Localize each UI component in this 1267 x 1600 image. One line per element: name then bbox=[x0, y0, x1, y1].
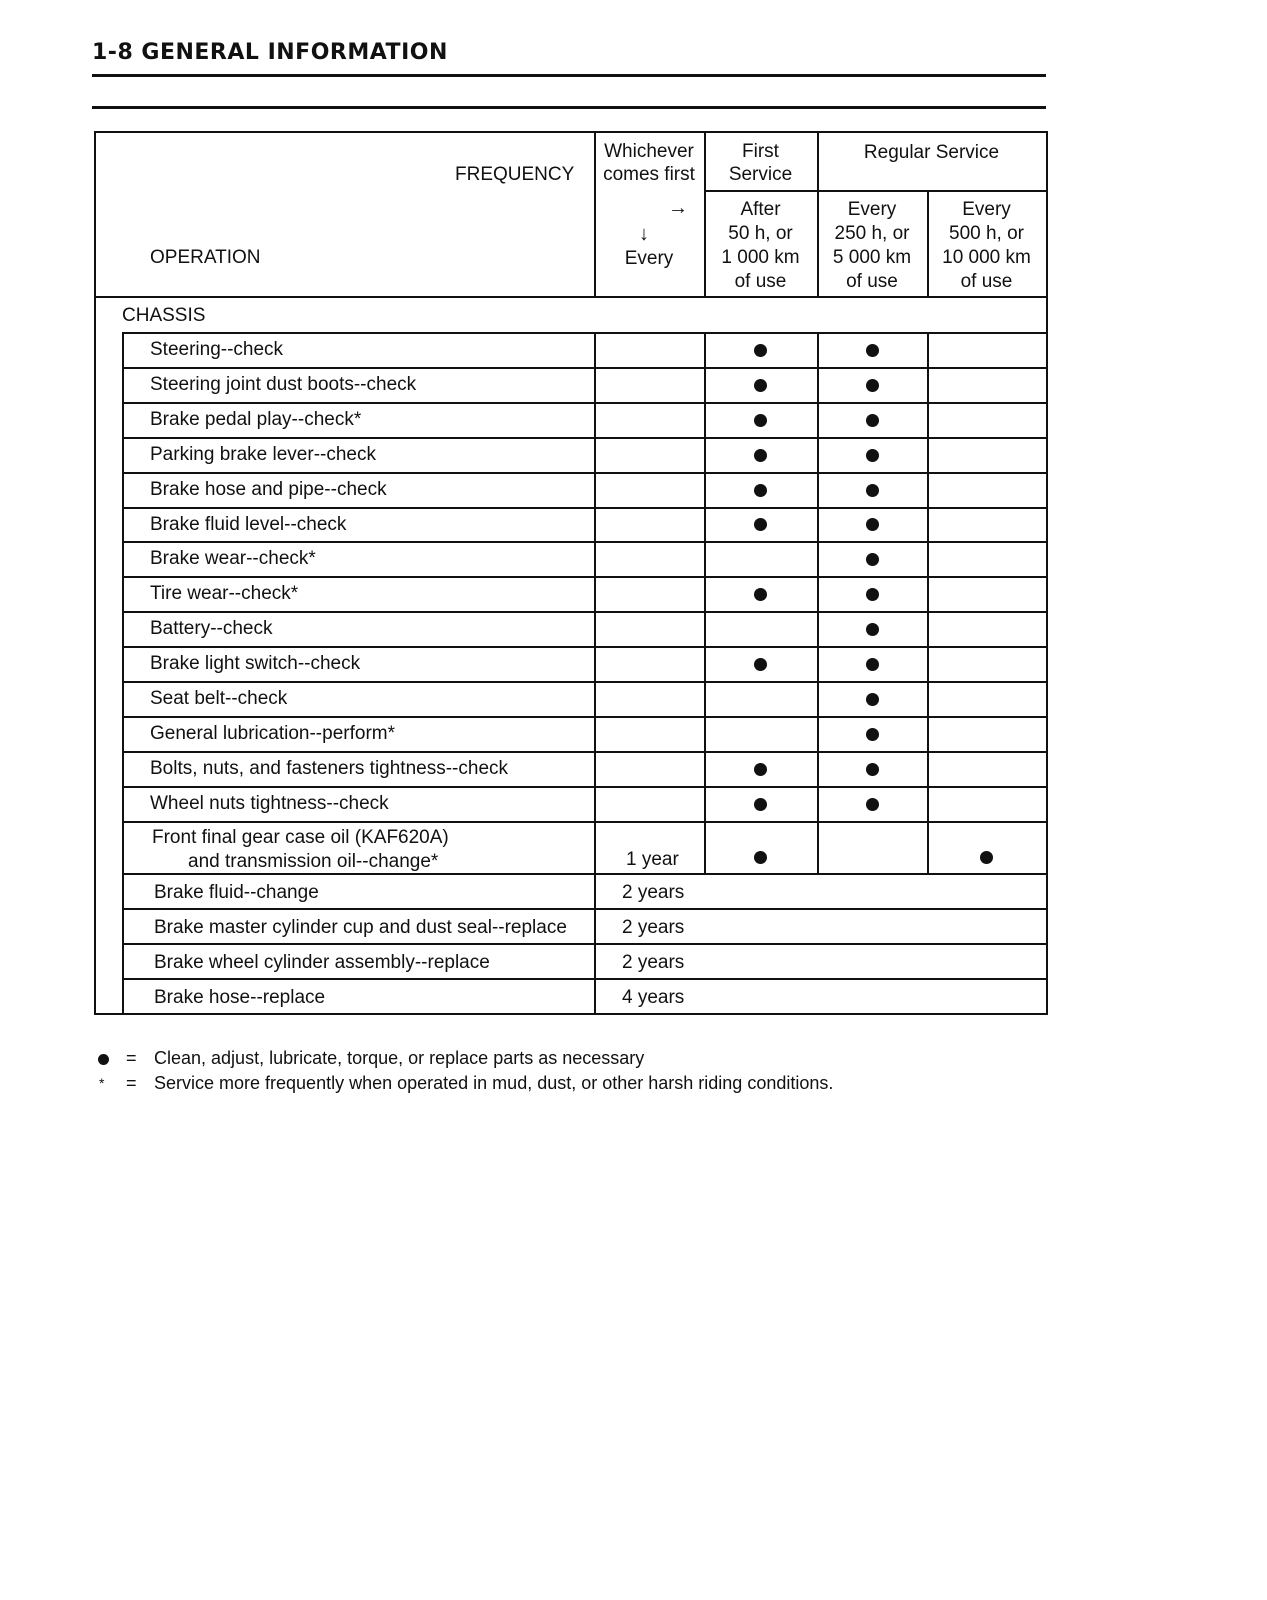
gear-row-line1: Front final gear case oil (KAF620A) bbox=[152, 826, 449, 848]
table-row-operation: Battery--check bbox=[150, 618, 273, 640]
schedule-dot-icon bbox=[866, 449, 879, 462]
table-grid-line bbox=[704, 190, 1046, 192]
table-grid-line bbox=[817, 332, 819, 873]
year-row-interval: 2 years bbox=[622, 952, 685, 973]
legend-dot-text: Clean, adjust, lubricate, torque, or replace parts as necessary bbox=[154, 1048, 645, 1068]
table-row-operation: General lubrication--perform* bbox=[150, 722, 395, 744]
table-row-operation: Seat belt--check bbox=[150, 688, 288, 709]
schedule-dot-icon bbox=[754, 344, 767, 357]
table-grid-line bbox=[704, 332, 706, 873]
schedule-dot-icon bbox=[754, 518, 767, 531]
table-grid-line bbox=[122, 646, 1046, 648]
table-row-operation: Wheel nuts tightness--check bbox=[150, 792, 389, 814]
schedule-dot-icon bbox=[866, 798, 879, 811]
table-right-border bbox=[1046, 131, 1048, 1014]
table-grid-line bbox=[594, 873, 596, 1013]
col-regular-service: Regular Service bbox=[863, 142, 1000, 163]
table-grid-line bbox=[122, 332, 1046, 334]
table-grid-line bbox=[94, 296, 96, 1015]
table-grid-line bbox=[122, 751, 1046, 753]
reg500-interval-line: of use bbox=[960, 271, 1013, 292]
arrow-down-icon: ↓ bbox=[639, 223, 649, 245]
schedule-dot-icon bbox=[866, 414, 879, 427]
table-grid-line bbox=[122, 437, 1046, 439]
table-grid-line bbox=[122, 786, 1046, 788]
schedule-dot-icon bbox=[866, 518, 879, 531]
table-row-operation: Brake pedal play--check* bbox=[150, 408, 362, 430]
schedule-dot-icon bbox=[866, 484, 879, 497]
table-row-operation: Bolts, nuts, and fasteners tightness--check bbox=[150, 757, 509, 779]
table-row-operation: Brake master cylinder cup and dust seal--replace bbox=[154, 917, 567, 938]
table-bottom-border bbox=[94, 1013, 1048, 1015]
table-grid-line bbox=[122, 472, 1046, 474]
operation-label: OPERATION bbox=[150, 247, 261, 268]
table-grid-line bbox=[122, 402, 1046, 404]
whichever-every-label: Every bbox=[624, 248, 674, 269]
table-top-border bbox=[94, 131, 1048, 133]
gear-row-line2: and transmission oil--change* bbox=[188, 850, 439, 872]
schedule-dot-icon bbox=[754, 658, 767, 671]
schedule-dot-icon bbox=[866, 693, 879, 706]
table-grid-line bbox=[594, 332, 596, 873]
reg250-interval-line: Every bbox=[847, 199, 897, 220]
schedule-dot-icon bbox=[866, 379, 879, 392]
table-grid-line bbox=[122, 611, 1046, 613]
table-row-operation: Brake fluid level--check bbox=[150, 513, 347, 535]
first-interval-line: After bbox=[740, 199, 781, 220]
table-row-operation: Brake hose and pipe--check bbox=[150, 478, 387, 500]
table-grid-line bbox=[122, 541, 1046, 543]
table-grid-line bbox=[122, 367, 1046, 369]
schedule-dot-icon bbox=[866, 728, 879, 741]
table-grid-line bbox=[122, 716, 1046, 718]
section-chassis: CHASSIS bbox=[122, 305, 206, 326]
table-grid-line bbox=[122, 978, 1046, 980]
reg500-interval-line: 10 000 km bbox=[942, 247, 1031, 268]
schedule-dot-icon bbox=[754, 763, 767, 776]
table-row-operation: Brake wheel cylinder assembly--replace bbox=[154, 952, 490, 973]
first-interval-line: of use bbox=[734, 271, 787, 292]
first-interval-line: 1 000 km bbox=[721, 247, 800, 268]
table-grid-line bbox=[122, 681, 1046, 683]
schedule-dot-icon bbox=[754, 798, 767, 811]
schedule-dot-icon bbox=[866, 763, 879, 776]
first-interval-line: 50 h, or bbox=[728, 223, 793, 244]
schedule-dot-icon bbox=[980, 851, 993, 864]
schedule-dot-icon bbox=[754, 851, 767, 864]
col-first-line1: First bbox=[742, 141, 779, 162]
reg500-interval-line: Every bbox=[962, 199, 1011, 220]
legend-star-symbol: * bbox=[99, 1075, 105, 1091]
schedule-dot-icon bbox=[754, 484, 767, 497]
table-row-operation: Tire wear--check* bbox=[150, 583, 299, 605]
table-row-operation: Steering joint dust boots--check bbox=[150, 373, 417, 395]
schedule-dot-icon bbox=[866, 658, 879, 671]
schedule-dot-icon bbox=[754, 414, 767, 427]
year-row-interval: 2 years bbox=[622, 882, 685, 903]
gear-row-interval: 1 year bbox=[626, 848, 679, 870]
schedule-dot-icon bbox=[754, 449, 767, 462]
page-header bbox=[92, 40, 1046, 77]
reg500-interval-line: 500 h, or bbox=[949, 223, 1024, 244]
legend-star-text: Service more frequently when operated in mud, dust, or other harsh riding conditions. bbox=[154, 1073, 834, 1093]
page-title: 1-8 GENERAL INFORMATION bbox=[92, 40, 448, 65]
schedule-dot-icon bbox=[866, 588, 879, 601]
reg250-interval-line: of use bbox=[846, 271, 898, 292]
table-grid-line bbox=[122, 507, 1046, 509]
schedule-dot-icon bbox=[754, 379, 767, 392]
table-grid-line bbox=[122, 873, 1046, 875]
table-grid-line bbox=[122, 821, 1046, 823]
table-row-operation: Steering--check bbox=[150, 339, 284, 360]
header-rule bbox=[92, 106, 1046, 109]
table-row-operation: Brake light switch--check bbox=[150, 653, 361, 675]
reg250-interval-line: 250 h, or bbox=[834, 223, 910, 244]
col-first-line2: Service bbox=[728, 164, 793, 185]
year-row-interval: 4 years bbox=[622, 987, 685, 1008]
table-row-operation: Brake wear--check* bbox=[150, 548, 316, 570]
schedule-dot-icon bbox=[866, 344, 879, 357]
frequency-label: FREQUENCY bbox=[455, 164, 575, 185]
col-whichever-line2: comes first bbox=[603, 164, 695, 185]
col-whichever-line1: Whichever bbox=[604, 141, 694, 162]
legend-dot-icon bbox=[98, 1054, 109, 1065]
table-row-operation: Parking brake lever--check bbox=[150, 443, 376, 465]
legend-dot-equals: = bbox=[126, 1048, 137, 1068]
table-row-operation: Brake hose--replace bbox=[154, 987, 326, 1008]
table-grid-line bbox=[122, 576, 1046, 578]
schedule-dot-icon bbox=[754, 588, 767, 601]
table-grid-line bbox=[122, 908, 1046, 910]
table-grid-line bbox=[122, 943, 1046, 945]
schedule-dot-icon bbox=[866, 553, 879, 566]
table-left-border bbox=[94, 131, 96, 298]
table-row-operation: Brake fluid--change bbox=[154, 882, 319, 903]
schedule-dot-icon bbox=[866, 623, 879, 636]
year-row-interval: 2 years bbox=[622, 917, 685, 938]
arrow-right-icon: → bbox=[668, 197, 688, 219]
legend-star-equals: = bbox=[126, 1073, 137, 1093]
table-grid-line bbox=[927, 332, 929, 873]
reg250-interval-line: 5 000 km bbox=[832, 247, 912, 268]
operation-left-border bbox=[122, 332, 124, 1014]
table-header-bottom bbox=[94, 296, 1048, 298]
